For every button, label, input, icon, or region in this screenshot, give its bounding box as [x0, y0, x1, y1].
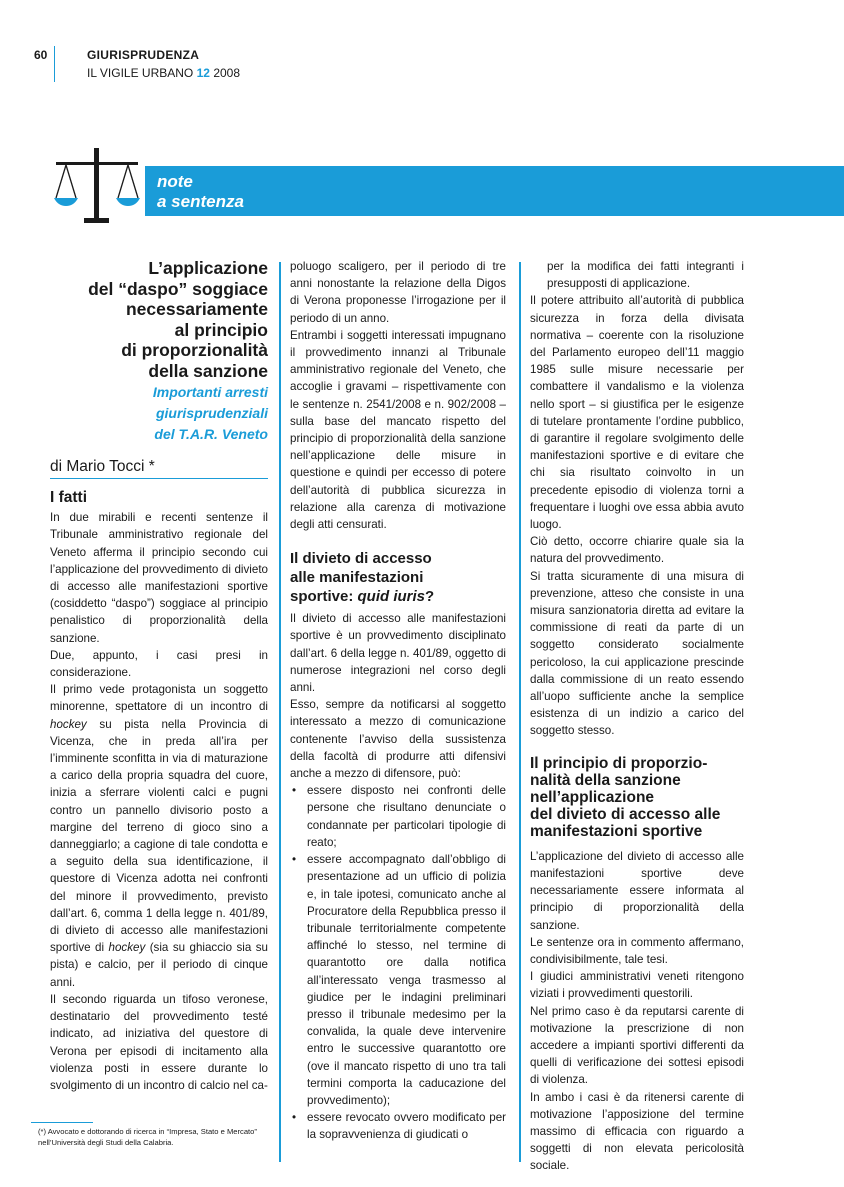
page-header — [0, 0, 844, 90]
paragraph: In due mirabili e recenti sentenze il Tribunale amministrativo regionale del Veneto afferma il principio secondo cui l’applicazione del provvedimento di divieto di accesso alle manifestazioni sportive (cosiddetto “daspo”) soggiace al principio penalistico di proporzionalità della sanzione. — [50, 511, 268, 645]
bullet: • — [292, 853, 297, 867]
bullet: • — [292, 1111, 297, 1125]
footnote: (*) Avvocato e dottorando di ricerca in “Impresa, Stato e Mercato” nell’Università degli Studi della Calabria. — [38, 1127, 257, 1147]
scales-icon — [52, 148, 142, 224]
paragraph: Esso, sempre da notificarsi al soggetto interessato a mezzo di comunicazione contenente l’avviso della sussistenza della facoltà di produrre atti difensivi anche a mezzo di difensore, può: — [290, 698, 506, 781]
magazine-name: IL VIGILE URBANO — [87, 66, 194, 80]
article-subtitle — [50, 382, 268, 444]
paragraph: Il divieto di accesso alle manifestazioni sportive è un provvedimento disciplinato dall’art. 6 della legge n. 401/89, oggetto di numerose integrazioni nel corso degli anni. — [290, 612, 506, 695]
page-number: 60 — [34, 48, 48, 62]
column-2 — [290, 258, 506, 1144]
paragraph: Entrambi i soggetti interessati impugnano il provvedimento innanzi al Tribunale amministrativo regionale del Veneto, che accoglie i gravami – rispettivamente con le sentenze n. 2541/2008 e n. 902/2008 – sulla base del mancato rispetto del principio di proporzionalità della sanzione nell’applicazione delle misure in questione e quindi per eccesso di potere dell’autorità di pubblica sicurezza in relazione alla carenza di motivazione degli atti censurati. — [290, 328, 506, 532]
list-item-text: essere disposto nei confronti delle persone che risultano denunciate o condannate per particolari tipologie di reato; — [307, 784, 506, 849]
subtitle-line: giurisprudenziali — [155, 405, 268, 421]
paragraph: Si tratta sicuramente di una misura di prevenzione, atteso che consiste in una misura sanzionatoria diretta ad evitare la commissione di reati da parte di un soggetto considerato socialmente pericoloso, la cui applicazione prescinde dalla commissione di un reato essendo all’uopo sufficiente anche la semplice esistenza di un indizio a carico del soggetto stesso. — [530, 569, 744, 738]
column-divider — [279, 262, 281, 1162]
paragraph: L’applicazione del divieto di accesso alle manifestazioni sportive deve necessariamente essere informata al principio di proporzionalità della sanzione. — [530, 849, 744, 932]
article-title — [50, 258, 268, 381]
list-item-text: per la modifica dei fatti integranti i presupposti di applicazione. — [547, 260, 744, 291]
list-item-continued — [530, 258, 744, 292]
author-byline: di Mario Tocci * — [50, 458, 268, 479]
paragraph: poluogo scaligero, per il periodo di tre anni nonostante la relazione della Digos di Verona proponesse l’irrogazione per il periodo di un anno. — [290, 260, 506, 325]
list-item — [290, 1109, 506, 1143]
title-line: necessariamente — [125, 299, 268, 319]
title-line: di proporzionalità — [121, 340, 268, 360]
title-line: L’applicazione — [148, 258, 268, 278]
title-line: al principio — [174, 319, 268, 340]
section-heading-principio: Il principio di proporzio- nalità della sanzione nell’applicazione del divieto di accesso alle manifestazioni sportive — [530, 754, 721, 840]
paragraph: Nel primo caso è da reputarsi carente di motivazione la prescrizione di non accedere a impianti sportivi differenti da quelli di verificazione dei sottesi episodi di violenza. — [530, 1004, 744, 1087]
banner-line-2: a sentenza — [157, 192, 244, 211]
issue-year: 2008 — [213, 66, 241, 80]
list-item-text: essere revocato ovvero modificato per la sopravvenienza di giudicati o — [307, 1111, 506, 1142]
paragraph: Il secondo riguarda un tifoso veronese, destinatario del provvedimento testé indicato, ad iniziativa del questore di Verona per episodi di incitamento alla violenza posti in essere durante lo svolgimento di un incontro di calcio nel ca- — [50, 992, 268, 1092]
column-3 — [530, 258, 744, 1175]
paragraph: Due, appunto, i casi presi in considerazione. — [50, 648, 268, 680]
header-divider — [54, 46, 55, 82]
list-item — [290, 851, 506, 1109]
paragraph: Le sentenze ora in commento affermano, condivisibilmente, tale tesi. — [530, 935, 744, 966]
section-name: GIURISPRUDENZA — [87, 48, 200, 62]
column-1 — [50, 258, 268, 1094]
list-item — [290, 782, 506, 851]
column-divider — [519, 262, 521, 1162]
title-line: del “daspo” soggiace — [88, 278, 268, 299]
subtitle-line: del T.A.R. Veneto — [154, 426, 268, 442]
magazine-line — [87, 66, 240, 80]
paragraph: Il potere attribuito all’autorità di pubblica sicurezza in forza della divisata normativa – coerente con la risoluzione del Parlamento europeo dell’11 maggio 1985 sulle misure necessarie per combattere il vandalismo e la violenza nello sport – si giustifica per le esigenze di tutelare prontamente l’ordine pubblico, di garantire il regolare svolgimento delle manifestazioni sportive e di evitare che chi sia risultato coinvolto in un precedente episodio di violenza torni a frequentare i luoghi ove essa abbia avuto luogo. — [530, 294, 744, 532]
paragraph: In ambo i casi è da ritenersi carente di motivazione l’apposizione del termine massimo di efficacia con riguardo a soggetti di non elevata pericolosità sociale. — [530, 1090, 744, 1173]
subtitle-line: Importanti arresti — [152, 384, 268, 400]
note-banner — [145, 166, 844, 216]
section-heading-divieto: Il divieto di accesso alle manifestazioni sportive: quid iuris? — [290, 550, 435, 606]
footnote-divider — [31, 1122, 93, 1123]
paragraph: Ciò detto, occorre chiarire quale sia la natura del provvedimento. — [530, 535, 744, 566]
paragraph: Il primo vede protagonista un soggetto minorenne, spettatore di un incontro di hockey su pista nella Provincia di Vicenza, che in preda all’ira per l’imminente sconfitta in via di maturazione a carico della propria squadra del cuore, inizia a sferrare violenti calci e pugni contro un pannello divisorio posto a margine del terreno di gioco sino a danneggiarlo; a cagione di tale condotta e a seguito della sua identificazione, il questore di Vicenza adotta nei confronti del minore il provvedimento, previsto dall’art. 6, comma 1 della legge n. 401/89, di divieto di accesso alle manifestazioni sportive di hockey (sia su ghiaccio sia su pista) e calcio, per il periodo di cinque anni. — [50, 683, 268, 989]
title-line: della sanzione — [148, 360, 268, 381]
issue-number: 12 — [196, 66, 210, 80]
list-item-text: essere accompagnato dall’obbligo di presentazione ad un ufficio di polizia e, in tale ipotesi, comunicato anche al Procuratore della Repubblica presso il tribunale territorialmente competente affinché lo stesso, nel termine di quarantotto ore dalla notifica all’interessato venga trasmesso al giudice per le indagini preliminari presso il tribunale medesimo per la convalida, la quale deve intervenire entro le successive quarantotto ore (ove il mancato rispetto di uno tra tali termini comporta la caducazione del provvedimento); — [307, 853, 506, 1107]
section-heading-facts: I fatti — [50, 489, 88, 507]
bullet: • — [292, 784, 297, 798]
paragraph: I giudici amministrativi veneti ritengono viziati i provvedimenti questorili. — [530, 970, 744, 1001]
banner-line-1: note — [157, 172, 193, 191]
